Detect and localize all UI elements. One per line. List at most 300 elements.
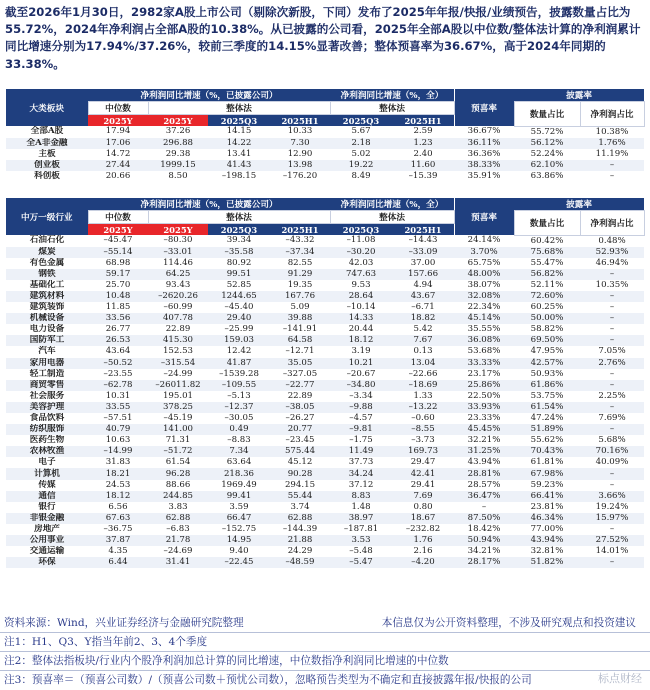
table-row — [6, 402, 644, 413]
table-cell: 99.51 — [208, 269, 270, 280]
table-cell: 218.36 — [208, 468, 270, 479]
table-cell: –232.82 — [392, 524, 454, 535]
table-cell: 24.53 — [88, 480, 148, 491]
table-row — [6, 457, 644, 468]
table-cell: 82.55 — [270, 258, 330, 269]
table-cell: 23.33% — [454, 413, 514, 424]
table-cell: 29.38 — [148, 149, 208, 160]
table-cell: 56.12% — [514, 138, 580, 149]
table-cell: –30.05 — [208, 413, 270, 424]
table-cell: 1969.49 — [208, 480, 270, 491]
row-label: 主板 — [6, 149, 88, 160]
table-row — [6, 138, 644, 149]
table-cell: 37.26 — [148, 126, 208, 138]
table-cell: 7.67 — [392, 335, 454, 346]
table2-count-ratio: 数量占比 — [514, 211, 580, 236]
table1-sub-median: 中位数 — [88, 102, 148, 115]
table-cell: –25.99 — [208, 324, 270, 335]
table2-prefix: 预喜率 — [454, 198, 514, 235]
table-row — [6, 171, 644, 182]
table-cell: 43.94% — [514, 535, 580, 546]
table-cell: 64.25 — [148, 269, 208, 280]
table-row — [6, 435, 644, 446]
table1-h-2025y: 2025Y — [88, 115, 148, 127]
table-cell: 7.34 — [208, 446, 270, 457]
table-cell: 50.93% — [514, 369, 580, 380]
table-cell: 55.62% — [514, 435, 580, 446]
table-cell: 14.33 — [330, 313, 392, 324]
table-cell: –3.34 — [330, 391, 392, 402]
table-cell: –55.14 — [88, 247, 148, 258]
table-cell: –6.71 — [392, 302, 454, 313]
table-cell: 296.88 — [148, 138, 208, 149]
table-cell: 3.74 — [270, 502, 330, 513]
table-row — [6, 380, 644, 391]
table-cell: 67.98% — [514, 468, 580, 479]
table-cell: 96.28 — [148, 468, 208, 479]
intro-paragraph: 截至2026年1月30日，2982家A股上市公司（剔除次新股，下同）发布了2025年年报/快报/业绩预告，披露数量占比为55.72%，2024年净利润占全部A股的10.38%。从已披露的公司看，2025年全部A股以中位数/整体法计算的净利润累计同比增速分别为17.94%/37.26%，较前三季度的14.15%显著改善；整体预喜率为36.67%，高于2024年同期的33.38%。 — [5, 5, 641, 71]
table-cell: 62.88 — [270, 513, 330, 524]
table-cell: 52.24% — [514, 149, 580, 160]
table-cell: 45.12 — [270, 457, 330, 468]
table-cell: 4.94 — [392, 280, 454, 291]
table1-group-all: 净利润同比增速（%，全） — [330, 89, 454, 102]
table-cell: –5.48 — [330, 546, 392, 557]
row-label: 医药生物 — [6, 435, 88, 446]
table2-sub-overall2: 整体法 — [330, 211, 454, 224]
table-cell: –4.57 — [330, 413, 392, 424]
table-cell: 22.89 — [148, 324, 208, 335]
table-cell: –187.81 — [330, 524, 392, 535]
table-row — [6, 446, 644, 457]
table-row — [6, 269, 644, 280]
table-cell: 14.01% — [580, 546, 644, 557]
table-cell: 7.05% — [580, 346, 644, 357]
table1-count-ratio: 数量占比 — [514, 102, 580, 127]
row-label: 石油石化 — [6, 235, 88, 247]
table-row — [6, 369, 644, 380]
table-cell: 45.14% — [454, 313, 514, 324]
table-cell: –23.45 — [270, 435, 330, 446]
table-cell: 5.09 — [270, 302, 330, 313]
table-cell: 31.25% — [454, 446, 514, 457]
table-cell: 1.23 — [392, 138, 454, 149]
table-cell: 3.66% — [580, 491, 644, 502]
source-line — [0, 614, 650, 632]
table-cell: –198.15 — [208, 171, 270, 182]
table-cell: 31.83 — [88, 457, 148, 468]
table-cell: –141.91 — [270, 324, 330, 335]
table-cell: –38.05 — [270, 402, 330, 413]
table2-corner: 中万一级行业 — [6, 198, 88, 235]
table-cell: 37.12 — [330, 480, 392, 491]
table1-sub-overall2: 整体法 — [330, 102, 454, 115]
table-cell: – — [454, 502, 514, 513]
table-cell: 26.77 — [88, 324, 148, 335]
table-row — [6, 247, 644, 258]
table1-h-h1a: 2025H1 — [270, 115, 330, 127]
row-label: 煤炭 — [6, 247, 88, 258]
table-cell: – — [580, 424, 644, 435]
table-cell: 58.82% — [514, 324, 580, 335]
table-cell: 93.43 — [148, 280, 208, 291]
footnotes — [0, 614, 650, 689]
table-cell: – — [580, 480, 644, 491]
table-row — [6, 324, 644, 335]
table-cell: 33.33% — [454, 358, 514, 369]
table-cell: 19.24% — [580, 502, 644, 513]
table-cell: – — [580, 160, 644, 171]
table-cell: 3.53 — [330, 535, 392, 546]
table-cell: 1999.15 — [148, 160, 208, 171]
table-cell: 26.53 — [88, 335, 148, 346]
table-cell: 32.21% — [454, 435, 514, 446]
table-cell: 91.29 — [270, 269, 330, 280]
table-cell: 3.70% — [454, 247, 514, 258]
row-label: 环保 — [6, 557, 88, 568]
table-cell: –37.34 — [270, 247, 330, 258]
table1-h-q3b: 2025Q3 — [330, 115, 392, 127]
row-label: 纺织服饰 — [6, 424, 88, 435]
table-row — [6, 358, 644, 369]
table-cell: 64.58 — [270, 335, 330, 346]
table-cell: 36.08% — [454, 335, 514, 346]
table-cell: –109.55 — [208, 380, 270, 391]
table-cell: 10.38% — [580, 126, 644, 138]
table-cell: –8.55 — [392, 424, 454, 435]
table-cell: 10.35% — [580, 280, 644, 291]
table-cell: 10.21 — [330, 358, 392, 369]
table-cell: 11.19% — [580, 149, 644, 160]
table-cell: 12.90 — [270, 149, 330, 160]
table-cell: –22.66 — [392, 369, 454, 380]
table-cell: –45.47 — [88, 235, 148, 247]
row-label: 全部A股 — [6, 126, 88, 138]
table-cell: 23.17% — [454, 369, 514, 380]
table-cell: 18.12 — [330, 335, 392, 346]
table-cell: 1.48 — [330, 502, 392, 513]
table-cell: –10.14 — [330, 302, 392, 313]
table-cell: 5.02 — [330, 149, 392, 160]
table-cell: 47.95% — [514, 346, 580, 357]
table-cell: 141.00 — [148, 424, 208, 435]
source-text: 资料来源：Wind，兴业证券经济与金融研究院整理 — [4, 617, 244, 629]
table-cell: 18.82 — [392, 313, 454, 324]
table-cell: 22.89 — [270, 391, 330, 402]
table-cell: 52.11% — [514, 280, 580, 291]
table-row — [6, 235, 644, 247]
table-cell: – — [580, 557, 644, 568]
table-cell: 59.23% — [514, 480, 580, 491]
table-cell: 52.93% — [580, 247, 644, 258]
table-cell: 14.95 — [208, 535, 270, 546]
table1-group-mid: 净利润同比增速（%，已披露公司） — [88, 89, 330, 102]
table-cell: –4.20 — [392, 557, 454, 568]
row-label: 基础化工 — [6, 280, 88, 291]
row-label: 全A非金融 — [6, 138, 88, 149]
table-row — [6, 391, 644, 402]
row-label: 计算机 — [6, 468, 88, 479]
table-cell: –14.43 — [392, 235, 454, 247]
table1-h-q3a: 2025Q3 — [208, 115, 270, 127]
table-cell: –80.30 — [148, 235, 208, 247]
table-cell: 24.14% — [454, 235, 514, 247]
table-row — [6, 557, 644, 568]
table-cell: 32.81% — [514, 546, 580, 557]
row-label: 电力设备 — [6, 324, 88, 335]
table-row — [6, 524, 644, 535]
table-cell: 72.60% — [514, 291, 580, 302]
table1-h-2025y2: 2025Y — [148, 115, 208, 127]
table-cell: 43.64 — [88, 346, 148, 357]
table-cell: 3.19 — [330, 346, 392, 357]
table-row — [6, 546, 644, 557]
table-cell: 1244.65 — [208, 291, 270, 302]
table-cell: –9.81 — [330, 424, 392, 435]
table-cell: 5.67 — [330, 126, 392, 138]
table-cell: –152.75 — [208, 524, 270, 535]
note-2: 注2：整体法指板块/行业内个股净利润加总计算的同比增速，中位数指净利润同比增速的中位数 — [0, 651, 650, 670]
table-cell: 29.40 — [208, 313, 270, 324]
table-cell: 34.21% — [454, 546, 514, 557]
table-cell: – — [580, 269, 644, 280]
row-label: 交通运输 — [6, 546, 88, 557]
row-label: 银行 — [6, 502, 88, 513]
table-cell: –9.88 — [330, 402, 392, 413]
table-cell: 169.73 — [392, 446, 454, 457]
table-cell: –14.99 — [88, 446, 148, 457]
table-cell: 8.49 — [330, 171, 392, 182]
table-cell: 159.03 — [208, 335, 270, 346]
table2-h-2025y2: 2025Y — [148, 224, 208, 236]
table-row — [6, 480, 644, 491]
table-cell: –18.69 — [392, 380, 454, 391]
table-cell: –2620.26 — [148, 291, 208, 302]
row-label: 美容护理 — [6, 402, 88, 413]
table-cell: 53.75% — [514, 391, 580, 402]
table-cell: –33.01 — [148, 247, 208, 258]
table-cell: 50.00% — [514, 313, 580, 324]
table-cell: –0.60 — [392, 413, 454, 424]
table-cell: 67.63 — [88, 513, 148, 524]
table-cell: 14.22 — [208, 138, 270, 149]
table-cell: 27.52% — [580, 535, 644, 546]
table-cell: 1.76 — [392, 535, 454, 546]
table-cell: 36.11% — [454, 138, 514, 149]
table-cell: –36.75 — [88, 524, 148, 535]
table-cell: 40.09% — [580, 457, 644, 468]
row-label: 国防军工 — [6, 335, 88, 346]
table-cell: 63.64 — [208, 457, 270, 468]
row-label: 创业板 — [6, 160, 88, 171]
table-row — [6, 535, 644, 546]
table-cell: 42.03 — [330, 258, 392, 269]
table-cell: – — [580, 369, 644, 380]
table-cell: 20.44 — [330, 324, 392, 335]
table-cell: – — [580, 402, 644, 413]
table2-h-h1b: 2025H1 — [392, 224, 454, 236]
table2-h-2025y: 2025Y — [88, 224, 148, 236]
table-row — [6, 291, 644, 302]
table-cell: 25.70 — [88, 280, 148, 291]
table-cell: 13.04 — [392, 358, 454, 369]
table-cell: 2.18 — [330, 138, 392, 149]
row-label: 食品饮料 — [6, 413, 88, 424]
table-cell: 38.07% — [454, 280, 514, 291]
table2-h-q3b: 2025Q3 — [330, 224, 392, 236]
table-cell: 18.42% — [454, 524, 514, 535]
table-row — [6, 346, 644, 357]
table-cell: 61.86% — [514, 380, 580, 391]
table-cell: 40.79 — [88, 424, 148, 435]
table-cell: 20.66 — [88, 171, 148, 182]
table-cell: 33.55 — [88, 402, 148, 413]
row-label: 农林牧渔 — [6, 446, 88, 457]
row-label: 建筑装饰 — [6, 302, 88, 313]
table-cell: 66.41% — [514, 491, 580, 502]
table-cell: 11.85 — [88, 302, 148, 313]
table-cell: 11.49 — [330, 446, 392, 457]
table-cell: 46.34% — [514, 513, 580, 524]
table-cell: –24.69 — [148, 546, 208, 557]
table-cell: 53.68% — [454, 346, 514, 357]
note-3: 注3：预喜率＝（预喜公司数）/（预喜公司数＋预忧公司数），忽略预告类型为不确定和直接披露年报/快报的公司 — [0, 670, 650, 689]
table-cell: –57.51 — [88, 413, 148, 424]
table-cell: 35.05 — [270, 358, 330, 369]
table-cell: 23.81% — [514, 502, 580, 513]
row-label: 公用事业 — [6, 535, 88, 546]
table-cell: –144.39 — [270, 524, 330, 535]
table-cell: 8.83 — [330, 491, 392, 502]
table-cell: –62.78 — [88, 380, 148, 391]
table-cell: 68.98 — [88, 258, 148, 269]
table-cell: 10.33 — [270, 126, 330, 138]
watermark-logo: 标点财经 — [598, 673, 642, 685]
table-cell: – — [580, 380, 644, 391]
table-cell: 62.10% — [514, 160, 580, 171]
table-cell: 90.28 — [270, 468, 330, 479]
table-cell: 22.50% — [454, 391, 514, 402]
table-cell: 36.36% — [454, 149, 514, 160]
table-cell: 35.91% — [454, 171, 514, 182]
table-cell: 29.41 — [392, 480, 454, 491]
table-cell: 10.31 — [88, 391, 148, 402]
table-cell: – — [580, 524, 644, 535]
table-cell: 15.97% — [580, 513, 644, 524]
table-cell: 55.47% — [514, 258, 580, 269]
table-cell: 17.06 — [88, 138, 148, 149]
table-cell: 37.00 — [392, 258, 454, 269]
table-cell: 1.76% — [580, 138, 644, 149]
table-cell: 19.22 — [330, 160, 392, 171]
table-cell: –24.99 — [148, 369, 208, 380]
table-cell: 48.00% — [454, 269, 514, 280]
table-cell: 0.80 — [392, 502, 454, 513]
table-cell: 18.67 — [392, 513, 454, 524]
table-cell: 25.86% — [454, 380, 514, 391]
table-cell: 50.94% — [454, 535, 514, 546]
table-cell: 33.56 — [88, 313, 148, 324]
table-cell: 62.88 — [148, 513, 208, 524]
table-cell: 69.50% — [514, 335, 580, 346]
table-cell: 28.81% — [454, 468, 514, 479]
table-cell: 575.44 — [270, 446, 330, 457]
table-cell: 46.94% — [580, 258, 644, 269]
table-cell: –12.37 — [208, 402, 270, 413]
table-cell: 38.97 — [330, 513, 392, 524]
table-cell: 43.94% — [454, 457, 514, 468]
table-cell: 52.85 — [208, 280, 270, 291]
table-cell: 10.48 — [88, 291, 148, 302]
table-cell: 13.41 — [208, 149, 270, 160]
table-cell: – — [580, 302, 644, 313]
table-cell: 38.33% — [454, 160, 514, 171]
row-label: 汽车 — [6, 346, 88, 357]
table-cell: 14.72 — [88, 149, 148, 160]
table-cell: –15.39 — [392, 171, 454, 182]
table1-h-h1b: 2025H1 — [392, 115, 454, 127]
table-cell: 29.47 — [392, 457, 454, 468]
table-cell: 75.68% — [514, 247, 580, 258]
table-row — [6, 313, 644, 324]
table-cell: 35.55% — [454, 324, 514, 335]
table-cell: 61.54% — [514, 402, 580, 413]
table-cell: 157.66 — [392, 269, 454, 280]
row-label: 钢铁 — [6, 269, 88, 280]
table-cell: 39.88 — [270, 313, 330, 324]
table-cell: 41.87 — [208, 358, 270, 369]
table1-prefix: 预喜率 — [454, 89, 514, 126]
table-cell: 55.72% — [514, 126, 580, 138]
table-cell: 7.69 — [392, 491, 454, 502]
table-cell: –26.27 — [270, 413, 330, 424]
table-cell: 18.12 — [88, 491, 148, 502]
table-cell: 71.31 — [148, 435, 208, 446]
table-cell: 33.93% — [454, 402, 514, 413]
table-cell: 2.16 — [392, 546, 454, 557]
table2-h-h1a: 2025H1 — [270, 224, 330, 236]
table-cell: 17.94 — [88, 126, 148, 138]
table-cell: 65.75% — [454, 258, 514, 269]
table-cell: 3.83 — [148, 502, 208, 513]
table-cell: 99.41 — [208, 491, 270, 502]
table-cell: 1.33 — [392, 391, 454, 402]
table-cell: – — [580, 313, 644, 324]
table-cell: 5.68% — [580, 435, 644, 446]
table-cell: 2.59 — [392, 126, 454, 138]
table-cell: –12.71 — [270, 346, 330, 357]
table-cell: 5.42 — [392, 324, 454, 335]
table-cell: 11.60 — [392, 160, 454, 171]
table2-profit-ratio: 净利润占比 — [580, 211, 644, 236]
table-cell: 51.89% — [514, 424, 580, 435]
table-cell: 244.85 — [148, 491, 208, 502]
table1-group-disclose: 披露率 — [514, 89, 644, 102]
table-cell: 61.54 — [148, 457, 208, 468]
table-cell: 2.40 — [392, 149, 454, 160]
table-cell: 28.17% — [454, 557, 514, 568]
table-cell: 9.53 — [330, 280, 392, 291]
table-cell: 195.01 — [148, 391, 208, 402]
table-row — [6, 258, 644, 269]
table-cell: 42.41 — [392, 468, 454, 479]
table-cell: 55.44 — [270, 491, 330, 502]
table-cell: –20.67 — [330, 369, 392, 380]
table-cell: – — [580, 468, 644, 479]
table-cell: 31.41 — [148, 557, 208, 568]
table-cell: 167.76 — [270, 291, 330, 302]
row-label: 通信 — [6, 491, 88, 502]
